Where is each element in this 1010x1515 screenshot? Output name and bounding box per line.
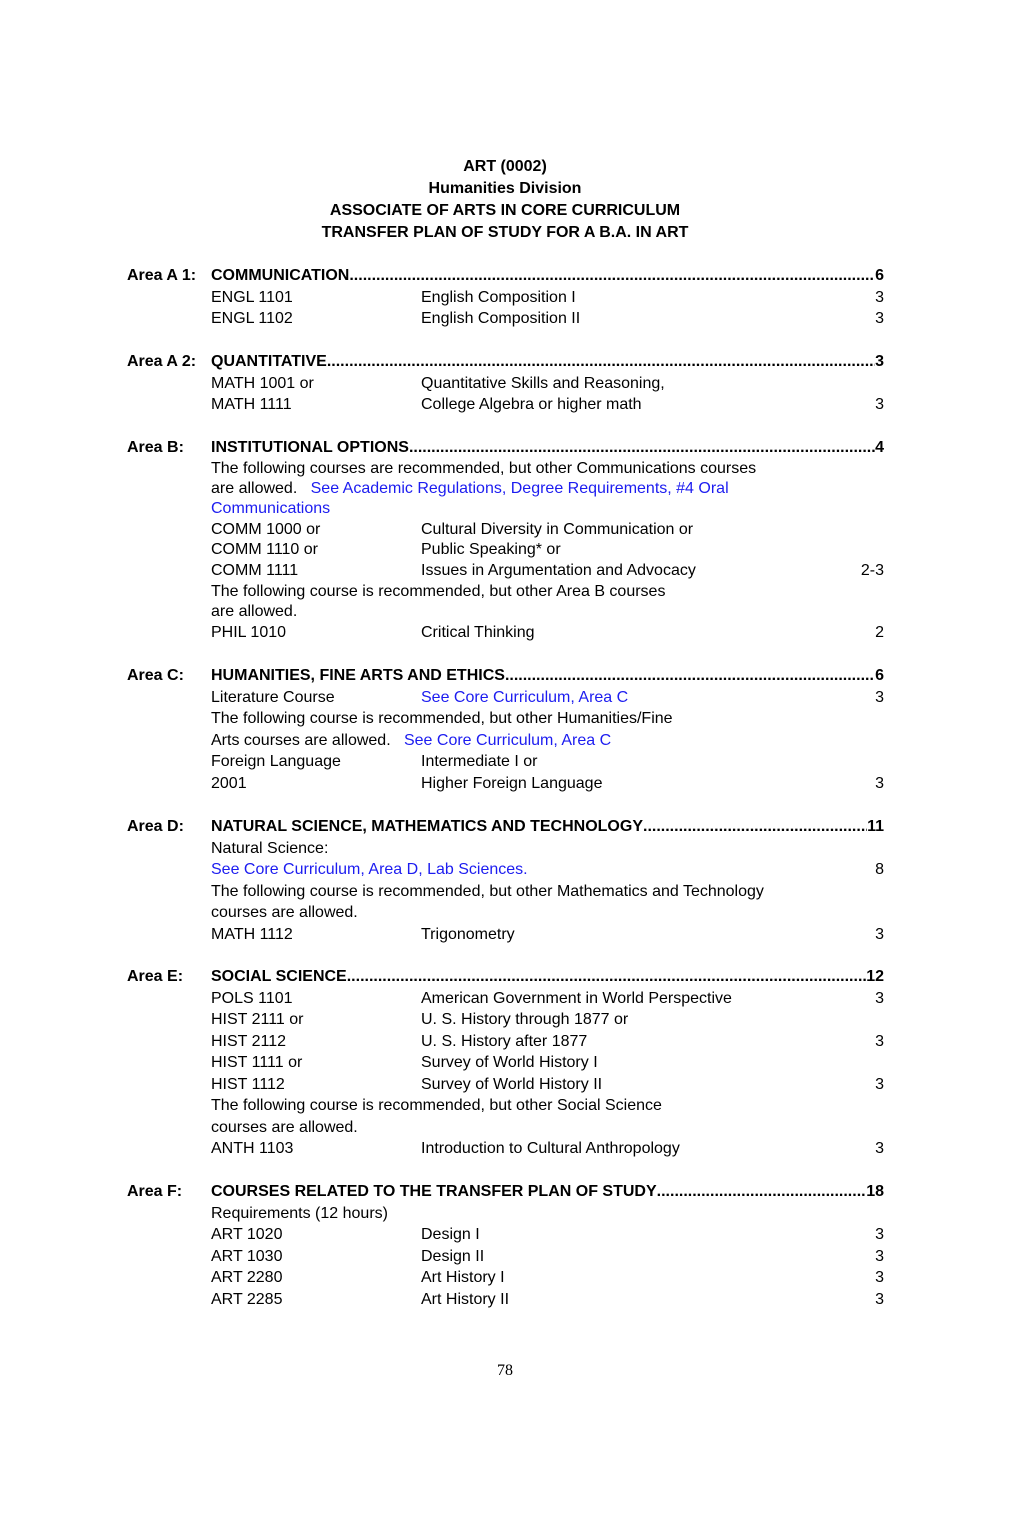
course-row (0, 394, 1010, 416)
note-text: The following course is recommended, but other Social Science (211, 1097, 662, 1114)
area-title: COMMUNICATION (211, 267, 350, 284)
dot-leader (643, 816, 867, 838)
section-area-f (0, 1181, 1010, 1310)
area-hours: 6 (875, 267, 884, 284)
area-title: HUMANITIES, FINE ARTS AND ETHICS (211, 667, 505, 684)
area-hours: 3 (875, 353, 884, 370)
course-row (0, 560, 1010, 582)
note-line (0, 479, 1010, 499)
course-hours: 3 (875, 288, 884, 306)
area-hours: 4 (875, 439, 884, 456)
section-area-e (0, 966, 1010, 1160)
course-row (0, 308, 1010, 330)
regulations-link[interactable]: See Academic Regulations, Degree Requirements, #4 Oral (310, 479, 729, 497)
note-line (0, 708, 1010, 730)
note-line (0, 1095, 1010, 1117)
course-row (0, 1009, 1010, 1031)
course-code: HIST 2111 or (211, 1011, 304, 1028)
note-text: The following courses are recommended, but other Communications courses (211, 459, 757, 477)
note-text: courses are allowed. (211, 1118, 358, 1136)
area-heading (0, 665, 1010, 687)
course-row (0, 751, 1010, 773)
area-heading (0, 437, 1010, 459)
area-title: COURSES RELATED TO THE TRANSFER PLAN OF STUDY (211, 1183, 657, 1200)
course-hours: 3 (875, 1290, 884, 1308)
division-name: Humanities Division (428, 180, 582, 197)
note-line (0, 1117, 1010, 1139)
course-hours: 3 (875, 688, 884, 706)
course-hours: 3 (875, 310, 884, 327)
course-hours: 3 (875, 1269, 884, 1286)
course-hours: 8 (875, 861, 884, 878)
course-name: Public Speaking* or (421, 541, 561, 558)
subheading: Natural Science: (211, 839, 329, 857)
course-row (0, 519, 1010, 541)
course-hours: 3 (875, 1032, 884, 1050)
course-code: ART 2280 (211, 1269, 283, 1286)
course-row (0, 859, 1010, 881)
course-name: U. S. History after 1877 (421, 1032, 588, 1050)
dot-leader (409, 437, 875, 459)
area-label: Area D: (127, 818, 184, 835)
course-row (0, 1031, 1010, 1053)
area-heading (0, 1181, 1010, 1203)
course-name: Intermediate I or (421, 753, 538, 770)
course-code: POLS 1101 (211, 989, 293, 1007)
course-name: English Composition I (421, 288, 576, 306)
course-code: MATH 1111 (211, 396, 292, 413)
course-name: Issues in Argumentation and Advocacy (421, 562, 696, 579)
area-title: NATURAL SCIENCE, MATHEMATICS AND TECHNOLOGY (211, 818, 643, 835)
course-row (0, 373, 1010, 395)
document-header (0, 156, 1010, 244)
course-row (0, 622, 1010, 644)
note-line (0, 730, 1010, 752)
course-row (0, 1224, 1010, 1246)
course-hours: 3 (875, 396, 884, 413)
area-heading (0, 816, 1010, 838)
course-hours: 3 (875, 1226, 884, 1243)
course-name: Critical Thinking (421, 623, 535, 641)
area-heading (0, 966, 1010, 988)
area-hours: 6 (875, 667, 884, 684)
course-name: U. S. History through 1877 or (421, 1011, 629, 1028)
area-title: SOCIAL SCIENCE (211, 968, 347, 985)
course-code: COMM 1000 or (211, 520, 321, 538)
course-code: Foreign Language (211, 753, 341, 770)
course-name: Trigonometry (421, 925, 515, 943)
area-label: Area A 1: (127, 267, 197, 284)
course-hours: 3 (875, 1247, 884, 1265)
section-area-b (0, 437, 1010, 643)
regulations-link-continued[interactable]: Communications (211, 499, 331, 517)
lab-sciences-link[interactable]: See Core Curriculum, Area D, Lab Sciences. (211, 861, 528, 878)
course-row (0, 924, 1010, 946)
note-line (0, 459, 1010, 479)
course-code: Literature Course (211, 688, 335, 706)
course-name: Cultural Diversity in Communication or (421, 520, 694, 538)
note-text: Arts courses are allowed. (211, 731, 391, 749)
course-name: Quantitative Skills and Reasoning, (421, 374, 665, 392)
course-name: Art History II (421, 1290, 510, 1308)
dot-leader (505, 665, 875, 687)
course-row (0, 773, 1010, 795)
section-area-c (0, 665, 1010, 794)
area-hours: 11 (867, 818, 884, 835)
course-code: ART 2285 (211, 1290, 283, 1308)
note-line (0, 838, 1010, 860)
course-code: ART 1020 (211, 1226, 283, 1243)
course-row (0, 1267, 1010, 1289)
course-name: College Algebra or higher math (421, 396, 642, 413)
note-line (0, 902, 1010, 924)
area-heading (0, 351, 1010, 373)
course-code: ENGL 1101 (211, 288, 293, 306)
note-line (0, 582, 1010, 602)
course-code: COMM 1111 (211, 562, 299, 579)
section-area-a1 (0, 265, 1010, 330)
area-label: Area A 2: (127, 353, 197, 370)
dot-leader (347, 966, 866, 988)
note-line (0, 602, 1010, 622)
area-label: Area B: (127, 439, 184, 456)
course-code: HIST 2112 (211, 1032, 287, 1050)
note-line (0, 881, 1010, 903)
course-name: Survey of World History I (421, 1054, 598, 1071)
note-text: The following course is recommended, but other Mathematics and Technology (211, 882, 764, 900)
course-hours: 3 (875, 1075, 884, 1093)
course-name: English Composition II (421, 310, 581, 327)
section-area-d (0, 816, 1010, 945)
course-row (0, 1246, 1010, 1268)
course-code: COMM 1110 or (211, 541, 318, 558)
area-hours: 18 (866, 1183, 884, 1200)
dot-leader (327, 351, 875, 373)
course-code: 2001 (211, 774, 247, 792)
note-text: are allowed. (211, 479, 298, 497)
core-curriculum-link[interactable]: See Core Curriculum, Area C (421, 688, 629, 706)
course-row (0, 687, 1010, 709)
degree-title: ASSOCIATE OF ARTS IN CORE CURRICULUM (329, 202, 681, 219)
area-label: Area F: (127, 1183, 183, 1200)
note-line (0, 1203, 1010, 1225)
course-name: Design II (421, 1247, 485, 1265)
course-name: Higher Foreign Language (421, 774, 603, 792)
note-line (0, 499, 1010, 519)
course-name: Design I (421, 1226, 480, 1243)
core-curriculum-link[interactable]: See Core Curriculum, Area C (403, 731, 612, 749)
course-code: HIST 1112 (211, 1075, 285, 1093)
course-row (0, 1074, 1010, 1096)
section-area-a2 (0, 351, 1010, 416)
course-hours: 3 (875, 989, 884, 1007)
course-hours: 3 (875, 925, 884, 943)
dot-leader (349, 265, 875, 287)
course-hours: 3 (875, 774, 884, 792)
course-row (0, 1052, 1010, 1074)
course-code: MATH 1001 or (211, 374, 314, 392)
course-code: ART 1030 (211, 1247, 283, 1265)
course-row (0, 1138, 1010, 1160)
subheading: Requirements (12 hours) (211, 1204, 388, 1222)
course-row (0, 287, 1010, 309)
course-code: MATH 1112 (211, 925, 293, 943)
program-code: ART (0002) (463, 158, 547, 175)
note-text: courses are allowed. (211, 904, 358, 921)
course-name: Art History I (421, 1269, 505, 1286)
page-number: 78 (497, 1362, 513, 1379)
note-text: are allowed. (211, 602, 298, 620)
area-title: QUANTITATIVE (211, 353, 327, 370)
course-name: Introduction to Cultural Anthropology (421, 1140, 680, 1157)
course-name: Survey of World History II (421, 1075, 603, 1093)
area-label: Area E: (127, 968, 184, 985)
course-row (0, 988, 1010, 1010)
course-hours: 2 (875, 623, 884, 641)
course-code: PHIL 1010 (211, 623, 287, 641)
note-text: The following course is recommended, but other Area B courses (211, 582, 666, 600)
course-row (0, 540, 1010, 560)
course-code: HIST 1111 or (211, 1054, 303, 1071)
course-hours: 2-3 (860, 562, 884, 579)
course-name: American Government in World Perspective (421, 989, 732, 1007)
dot-leader (657, 1181, 867, 1203)
course-hours: 3 (875, 1140, 884, 1157)
note-text: The following course is recommended, but other Humanities/Fine (211, 710, 673, 727)
area-hours: 12 (866, 968, 884, 985)
area-heading (0, 265, 1010, 287)
course-row (0, 1289, 1010, 1311)
plan-title: TRANSFER PLAN OF STUDY FOR A B.A. IN ART (321, 224, 689, 241)
area-label: Area C: (127, 667, 184, 684)
course-code: ENGL 1102 (211, 310, 293, 327)
area-title: INSTITUTIONAL OPTIONS (211, 439, 409, 456)
course-code: ANTH 1103 (211, 1140, 294, 1157)
